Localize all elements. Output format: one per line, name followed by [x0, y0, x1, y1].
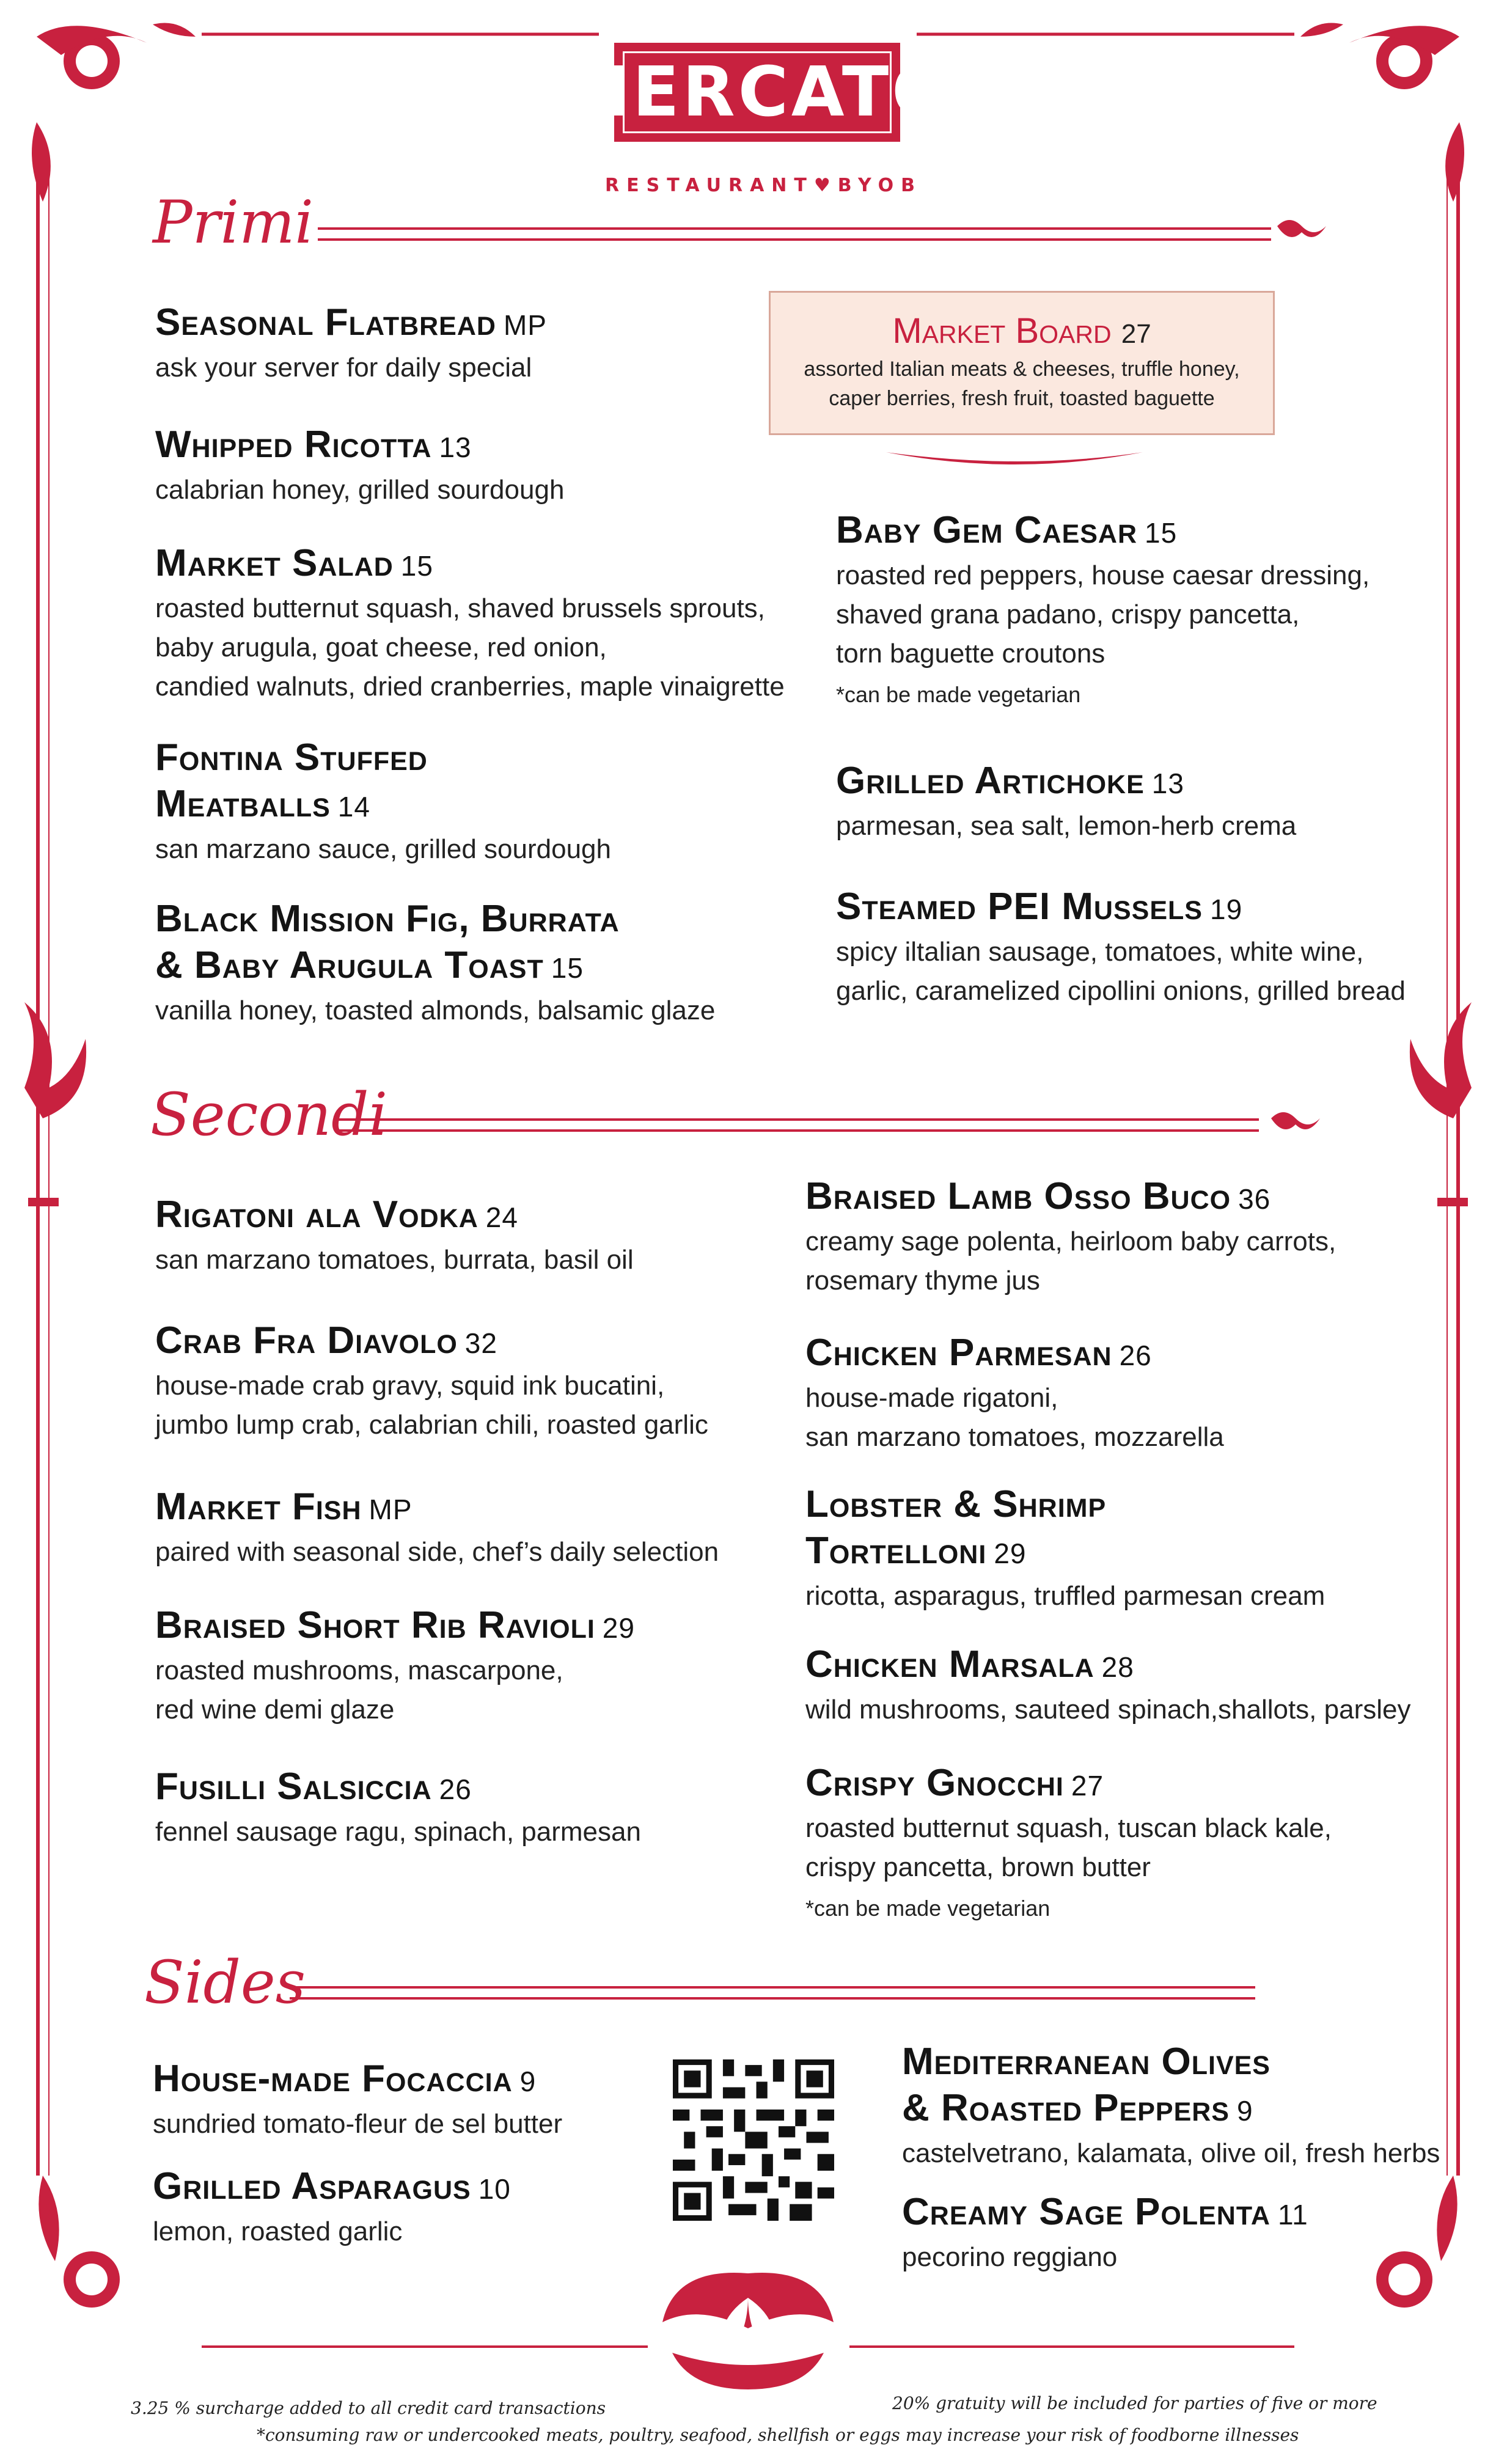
section-title-secondi: Secondi	[150, 1080, 388, 1149]
menu-item: Black Mission Fig, Burrata & Baby Arugula Toast 15 vanilla honey, toasted almonds, balsamic glaze	[155, 898, 716, 1025]
section-title-primi: Primi	[153, 188, 314, 257]
menu-item: Fusilli Salsiccia 26 fennel sausage ragu, spinach, parmesan	[155, 1766, 641, 1847]
menu-item: Market Fish MP paired with seasonal side, chef’s daily selection	[155, 1486, 719, 1567]
section-divider	[336, 1118, 1259, 1132]
tagline: RESTAURANT♥BYOB	[605, 175, 923, 196]
gratuity-note: 20% gratuity will be included for parties of five or more	[892, 2393, 1377, 2413]
menu-item: House-made Focaccia 9 sundried tomato-fleur de sel butter	[153, 2058, 563, 2139]
menu-item: Grilled Asparagus 10 lemon, roasted garlic	[153, 2165, 511, 2246]
menu-item: Crispy Gnocchi 27 roasted butternut squash, tuscan black kale, crispy pancetta, brown butter *can be made vegetarian	[805, 1762, 1332, 1921]
menu-item: Crab Fra Diavolo 32 house-made crab gravy, squid ink bucatini, jumbo lump crab, calabrian chili, roasted garlic	[155, 1319, 708, 1440]
section-divider	[290, 1986, 1255, 2000]
menu-item: Chicken Marsala 28 wild mushrooms, sauteed spinach,shallots, parsley	[805, 1643, 1411, 1725]
menu-item: Creamy Sage Polenta 11 pecorino reggiano	[902, 2191, 1308, 2272]
market-board-box: Market Board 27 assorted Italian meats & cheeses, truffle honey, caper berries, fresh fruit, toasted baguette	[769, 291, 1275, 435]
menu-item: Grilled Artichoke 13 parmesan, sea salt, lemon-herb crema	[836, 760, 1297, 841]
menu-item: Mediterranean Olives & Roasted Peppers 9 castelvetrano, kalamata, olive oil, fresh herbs	[902, 2041, 1440, 2168]
menu-item: Baby Gem Caesar 15 roasted red peppers, house caesar dressing, shaved grana padano, crispy pancetta, torn baguette croutons *can be made vegetarian	[836, 509, 1370, 707]
surcharge-note: 3.25 % surcharge added to all credit card transactions	[131, 2398, 606, 2418]
restaurant-logo	[561, 43, 953, 142]
menu-item: Lobster & Shrimp Tortelloni 29 ricotta, asparagus, truffled parmesan cream	[805, 1483, 1326, 1611]
menu-item: Market Salad 15 roasted butternut squash, shaved brussels sprouts, baby arugula, goat cheese, red onion, candied walnuts, dried cranberries, maple vinaigrette	[155, 542, 785, 702]
menu-item: Steamed PEI Mussels 19 spicy iltalian sausage, tomatoes, white wine, garlic, caramelized cipollini onions, grilled bread	[836, 886, 1406, 1006]
menu-item: Rigatoni ala Vodka 24 san marzano tomatoes, burrata, basil oil	[155, 1194, 634, 1275]
menu-item: Fontina Stuffed Meatballs 14 san marzano sauce, grilled sourdough	[155, 736, 612, 864]
menu-item: Whipped Ricotta 13 calabrian honey, grilled sourdough	[155, 424, 565, 505]
section-divider	[318, 227, 1271, 241]
menu-item: Braised Lamb Osso Buco 36 creamy sage polenta, heirloom baby carrots, rosemary thyme jus	[805, 1175, 1336, 1296]
food-safety-warning: *consuming raw or undercooked meats, poultry, seafood, shellfish or eggs may increase your risk of foodborne illnesses	[257, 2425, 1299, 2445]
qr-code-icon[interactable]	[673, 2059, 834, 2221]
section-title-sides: Sides	[144, 1948, 306, 2017]
menu-item: Chicken Parmesan 26 house-made rigatoni, san marzano tomatoes, mozzarella	[805, 1332, 1224, 1452]
logo-text: MERCATO	[561, 53, 953, 132]
menu-item: Seasonal Flatbread MP ask your server for daily special	[155, 301, 547, 383]
menu-item: Braised Short Rib Ravioli 29 roasted mushrooms, mascarpone, red wine demi glaze	[155, 1604, 635, 1725]
